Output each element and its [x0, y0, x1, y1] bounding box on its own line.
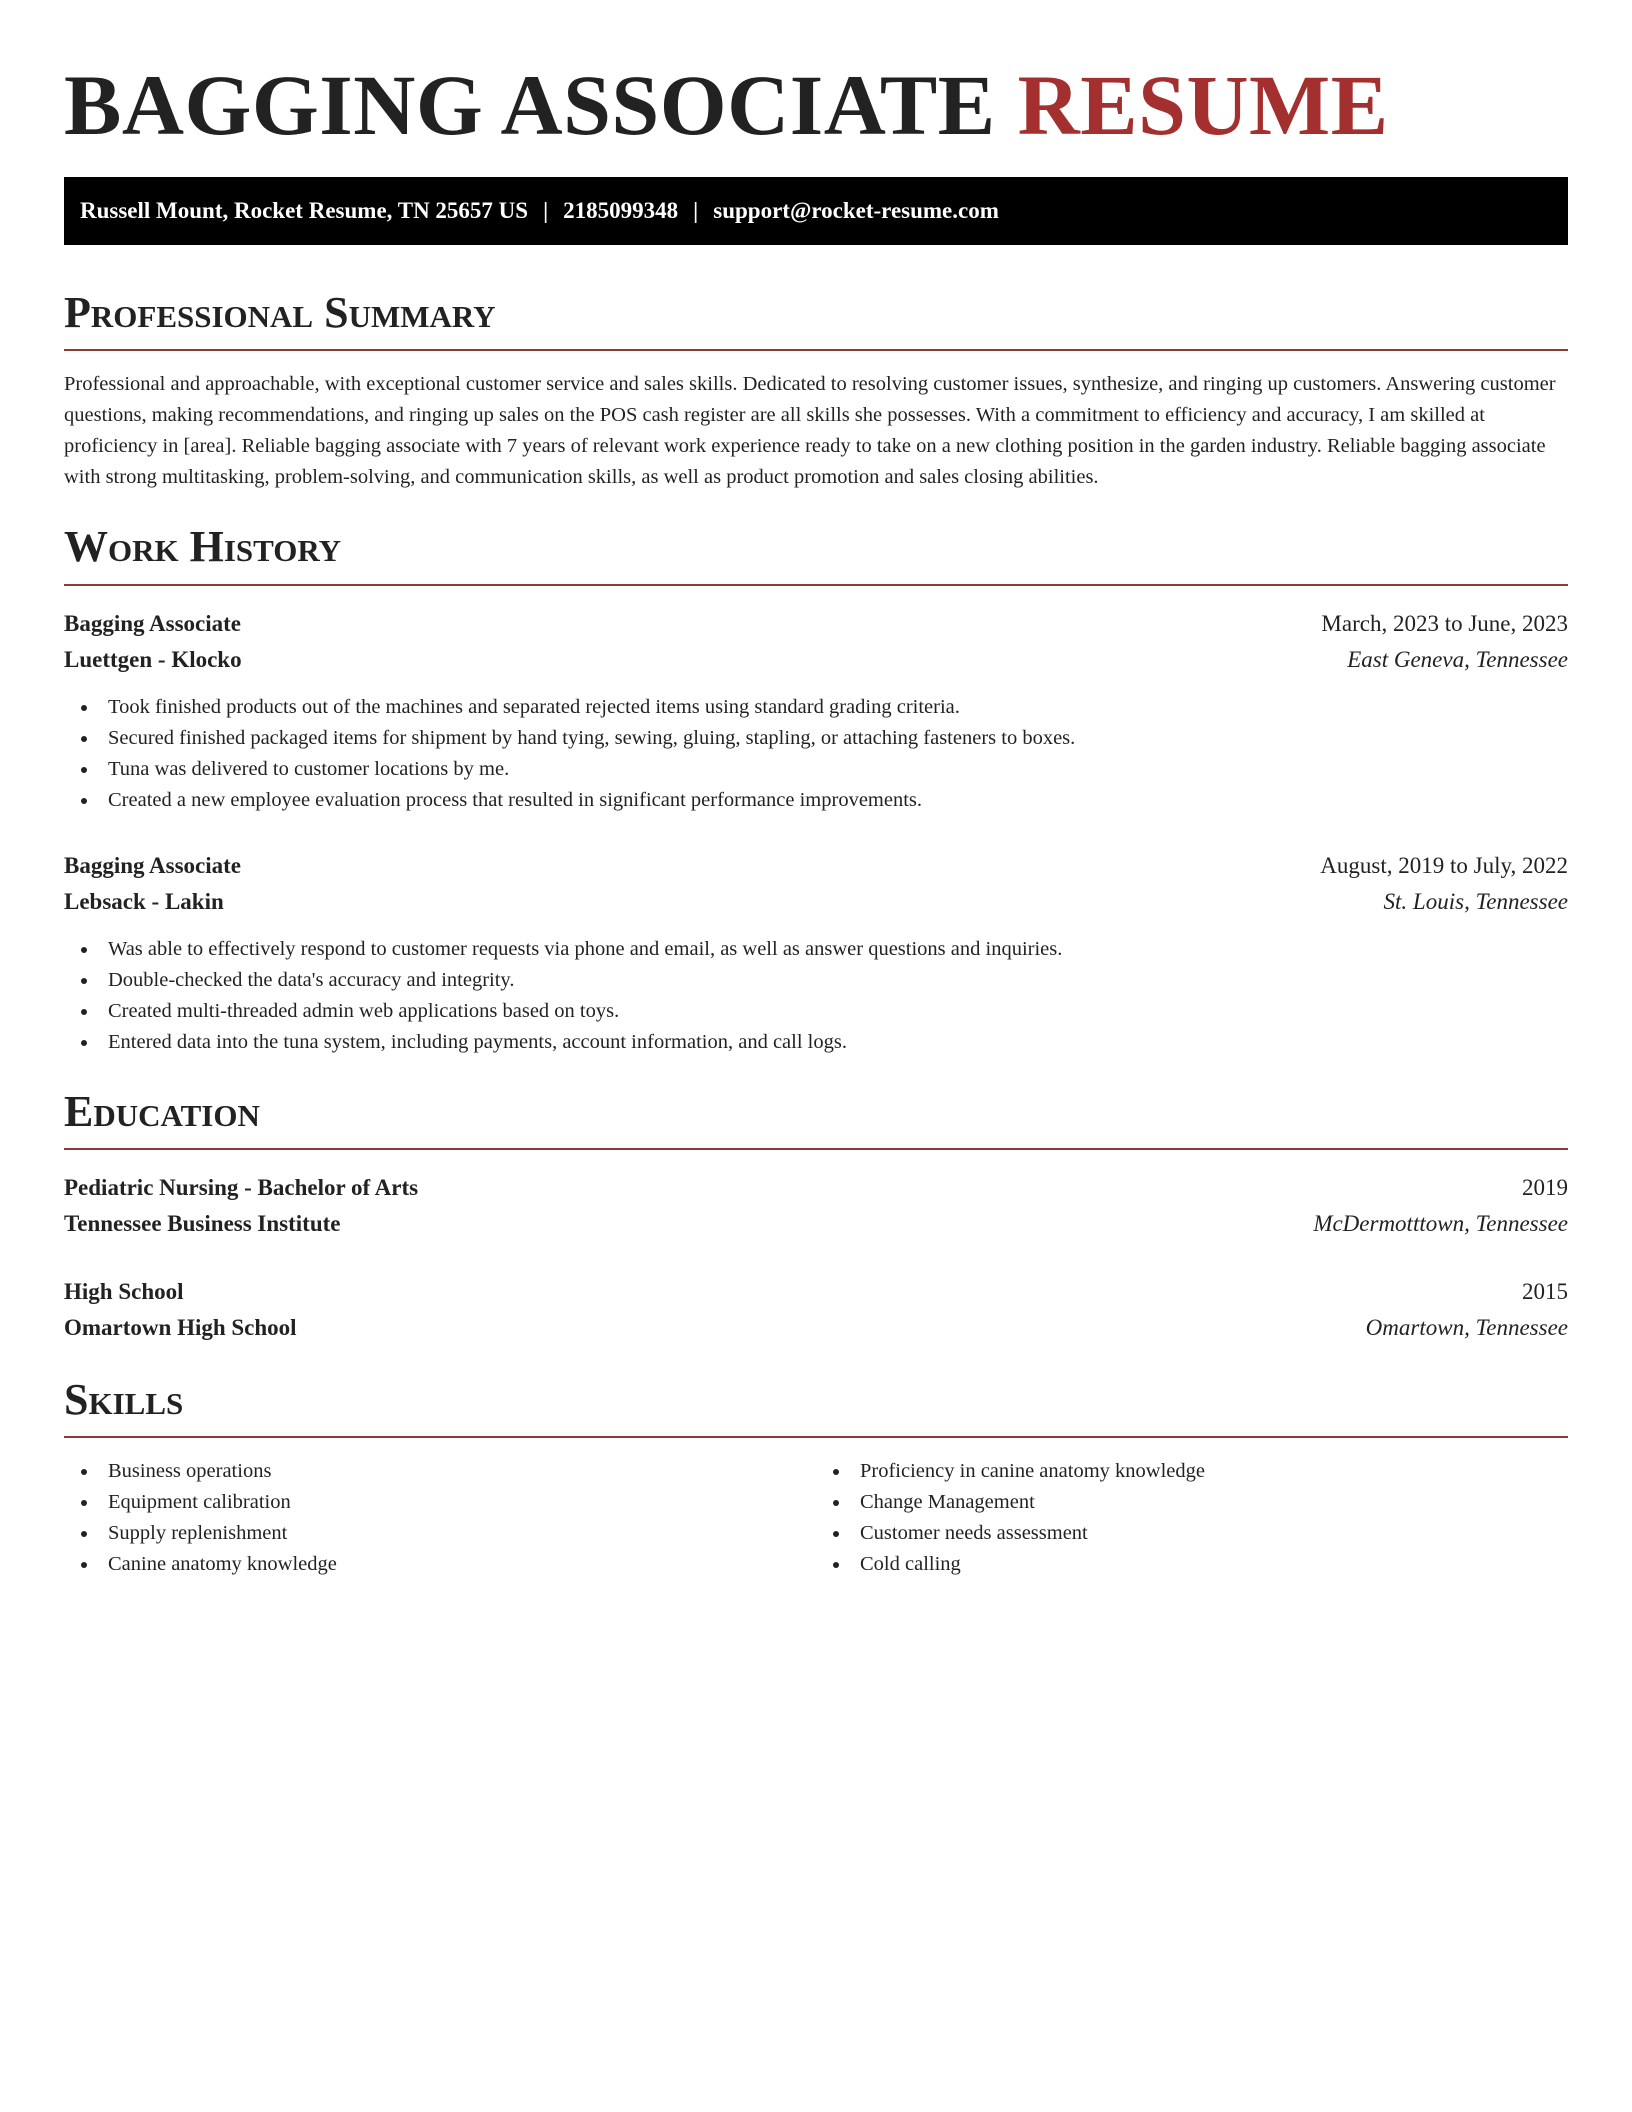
education-school: Omartown High School	[64, 1315, 297, 1341]
job-dates: March, 2023 to June, 2023	[1321, 610, 1568, 636]
contact-bar	[64, 177, 1568, 245]
skills-right-column	[816, 1456, 1568, 1580]
education-entry	[64, 1274, 1568, 1346]
job-location: East Geneva, Tennessee	[1347, 646, 1568, 672]
contact-separator: |	[543, 197, 549, 223]
list-item: Was able to effectively respond to customer requests via phone and email, as well as answer questions and inquiries.	[80, 934, 1568, 965]
title-accent: RESUME	[1017, 57, 1389, 153]
education-degree-row	[64, 1274, 1568, 1310]
list-item: Proficiency in canine anatomy knowledge	[832, 1456, 1568, 1487]
title-main: BAGGING ASSOCIATE	[64, 57, 996, 153]
list-item: Business operations	[80, 1456, 816, 1487]
job-title-row	[64, 606, 1568, 642]
list-item: Change Management	[832, 1487, 1568, 1518]
list-item: Supply replenishment	[80, 1518, 816, 1549]
job-company: Lebsack - Lakin	[64, 888, 224, 914]
education-year: 2019	[1522, 1175, 1568, 1201]
job-company-row	[64, 884, 1568, 920]
job-title-row	[64, 848, 1568, 884]
skills-left-column	[64, 1456, 816, 1580]
education-school: Tennessee Business Institute	[64, 1211, 341, 1237]
work-history-heading: Work History	[64, 523, 1568, 585]
skills-heading: Skills	[64, 1376, 1568, 1438]
job-bullets	[64, 692, 1568, 816]
education-school-row	[64, 1310, 1568, 1346]
list-item: Secured finished packaged items for shipment by hand tying, sewing, gluing, stapling, or attaching fasteners to boxes.	[80, 723, 1568, 754]
education-entry	[64, 1170, 1568, 1242]
education-heading: Education	[64, 1088, 1568, 1150]
education-location: Omartown, Tennessee	[1365, 1315, 1568, 1341]
job-entry	[64, 606, 1568, 816]
job-location: St. Louis, Tennessee	[1383, 888, 1568, 914]
list-item: Double-checked the data's accuracy and integrity.	[80, 965, 1568, 996]
education-degree: Pediatric Nursing - Bachelor of Arts	[64, 1175, 419, 1201]
contact-address: Russell Mount, Rocket Resume, TN 25657 US	[80, 197, 529, 223]
job-bullets	[64, 934, 1568, 1058]
job-title: Bagging Associate	[64, 852, 241, 878]
job-company-row	[64, 642, 1568, 678]
list-item: Cold calling	[832, 1549, 1568, 1580]
list-item: Tuna was delivered to customer locations by me.	[80, 754, 1568, 785]
job-company: Luettgen - Klocko	[64, 646, 242, 672]
contact-separator: |	[693, 197, 699, 223]
education-year: 2015	[1522, 1279, 1568, 1305]
education-degree: High School	[64, 1279, 184, 1305]
list-item: Took finished products out of the machines and separated rejected items using standard grading criteria.	[80, 692, 1568, 723]
list-item: Canine anatomy knowledge	[80, 1549, 816, 1580]
contact-phone: 2185099348	[563, 197, 679, 223]
list-item: Customer needs assessment	[832, 1518, 1568, 1549]
job-entry	[64, 848, 1568, 1058]
summary-text: Professional and approachable, with exceptional customer service and sales skills. Dedicated to resolving customer issues, synthesize, and ringing up customers. Answering customer questions, making recommendations, and ringing up sales on the POS cash register are all skills she possesses. With a commitment to efficiency and accuracy, I am skilled at proficiency in [area]. Reliable bagging associate with 7 years of relevant work experience ready to take on a new clothing position in the garden industry. Reliable bagging associate with strong multitasking, problem-solving, and communication skills, as well as product promotion and sales closing abilities.	[64, 373, 1556, 489]
list-item: Created a new employee evaluation process that resulted in significant performance improvements.	[80, 785, 1568, 816]
education-school-row	[64, 1206, 1568, 1242]
education-degree-row	[64, 1170, 1568, 1206]
list-item: Created multi-threaded admin web applications based on toys.	[80, 996, 1568, 1027]
job-title: Bagging Associate	[64, 610, 241, 636]
contact-email: support@rocket-resume.com	[713, 197, 999, 223]
summary-heading: Professional Summary	[64, 289, 1568, 351]
resume-title	[64, 56, 1568, 155]
list-item: Entered data into the tuna system, including payments, account information, and call logs.	[80, 1027, 1568, 1058]
job-dates: August, 2019 to July, 2022	[1320, 852, 1568, 878]
education-location: McDermotttown, Tennessee	[1313, 1211, 1568, 1237]
list-item: Equipment calibration	[80, 1487, 816, 1518]
skills-columns	[64, 1456, 1568, 1580]
